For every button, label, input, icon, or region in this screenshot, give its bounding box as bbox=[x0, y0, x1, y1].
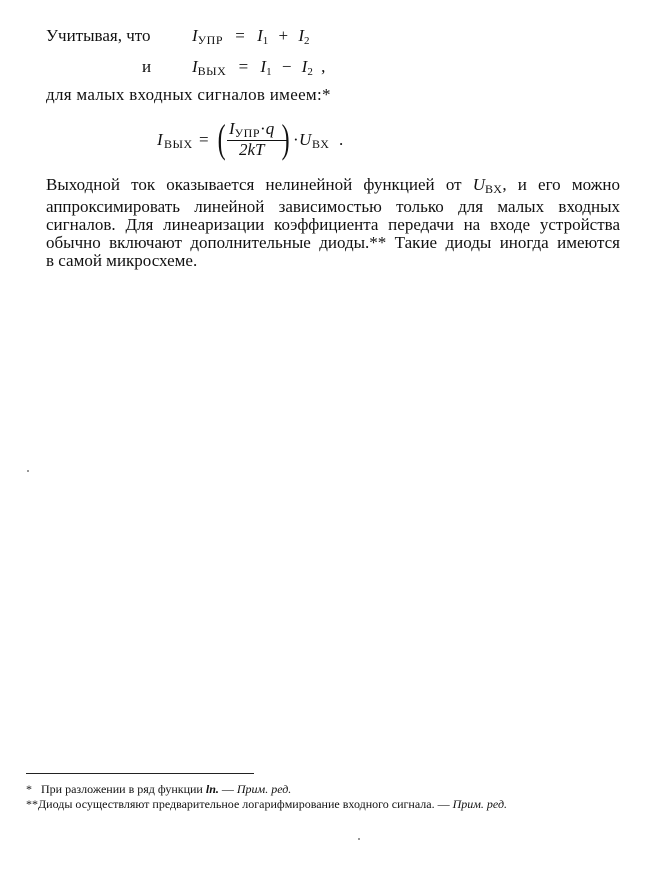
equation-i-upr bbox=[192, 26, 310, 48]
paragraph-line-4: обычно включают дополнительные диоды.** Такие диоды иногда имеются bbox=[46, 233, 620, 252]
footnote-text: При разложении в ряд функции bbox=[41, 782, 203, 796]
subscript-upr: УПР bbox=[234, 126, 261, 140]
equals-sign: = bbox=[238, 57, 249, 76]
var-u: U bbox=[299, 130, 312, 149]
denominator: 2kT bbox=[239, 140, 265, 159]
lead-text: Учитывая, что bbox=[46, 26, 151, 45]
footnote-dash: — bbox=[437, 797, 450, 811]
var-i: I bbox=[157, 130, 163, 149]
paragraph-line-3: сигналов. Для линеаризации коэффициента передачи на входе устройства bbox=[46, 215, 620, 234]
footnote-mark: * bbox=[26, 782, 32, 796]
var-i: I bbox=[192, 26, 198, 45]
paragraph-line-1 bbox=[46, 176, 620, 198]
var-i1: I bbox=[257, 26, 263, 45]
subscript-vx: ВХ bbox=[312, 137, 330, 151]
paragraph-line-5: в самой микросхеме. bbox=[46, 251, 198, 270]
left-paren: ( bbox=[217, 116, 226, 161]
equals-sign: = bbox=[235, 26, 245, 45]
footnote-editor-note: Прим. ред. bbox=[236, 782, 292, 796]
subscript-1: 1 bbox=[262, 35, 269, 47]
footnote-editor-note: Прим. ред. bbox=[452, 797, 508, 811]
paragraph-line-2: аппроксимировать линейной зависимостью только для малых входных bbox=[46, 197, 620, 216]
var-i: I bbox=[229, 119, 235, 138]
footnote-text: Диоды осуществляют предварительное логарифмирование входного сигнала. bbox=[38, 797, 435, 811]
subscript-vx: ВХ bbox=[484, 182, 503, 196]
plus-sign: + bbox=[278, 26, 289, 45]
subscript-2: 2 bbox=[307, 66, 313, 78]
var-q: q bbox=[265, 119, 275, 138]
footnote-rule bbox=[26, 773, 254, 774]
subscript-upr: УПР bbox=[197, 33, 224, 47]
minus-sign: − bbox=[281, 57, 292, 76]
subscript-vyh: ВЫХ bbox=[197, 64, 227, 78]
equation-i-vyh bbox=[192, 57, 325, 79]
right-paren: ) bbox=[281, 116, 290, 161]
formula-output-current bbox=[157, 117, 347, 161]
subscript-1: 1 bbox=[266, 66, 272, 78]
numerator bbox=[229, 119, 274, 141]
subscript-2: 2 bbox=[304, 35, 310, 47]
subscript-vyh: ВЫХ bbox=[164, 137, 193, 151]
comma: , bbox=[321, 57, 326, 76]
scan-speck bbox=[27, 470, 29, 472]
footnote-2 bbox=[26, 797, 507, 812]
var-i2: I bbox=[298, 26, 305, 45]
footnote-1 bbox=[26, 782, 291, 797]
var-i: I bbox=[192, 57, 198, 76]
equals-sign: = bbox=[199, 130, 209, 149]
and-word: и bbox=[142, 57, 152, 76]
var-i2: I bbox=[301, 57, 308, 76]
footnote-mark: ** bbox=[26, 797, 38, 811]
var-i1: I bbox=[260, 57, 267, 76]
footnote-dash: — bbox=[221, 782, 234, 796]
paragraph bbox=[46, 176, 620, 270]
footnote-ln: ln. bbox=[205, 782, 219, 796]
dot-operator: · bbox=[260, 119, 266, 138]
line-text: Выходной ток оказывается нелинейной функцией от bbox=[46, 175, 462, 194]
scan-speck bbox=[358, 838, 360, 840]
dot-operator: · bbox=[293, 130, 299, 149]
var-u: U bbox=[472, 175, 485, 194]
line-text: , и его можно bbox=[502, 175, 620, 194]
period: . bbox=[339, 130, 344, 149]
intro-line: для малых входных сигналов имеем:* bbox=[46, 85, 331, 104]
